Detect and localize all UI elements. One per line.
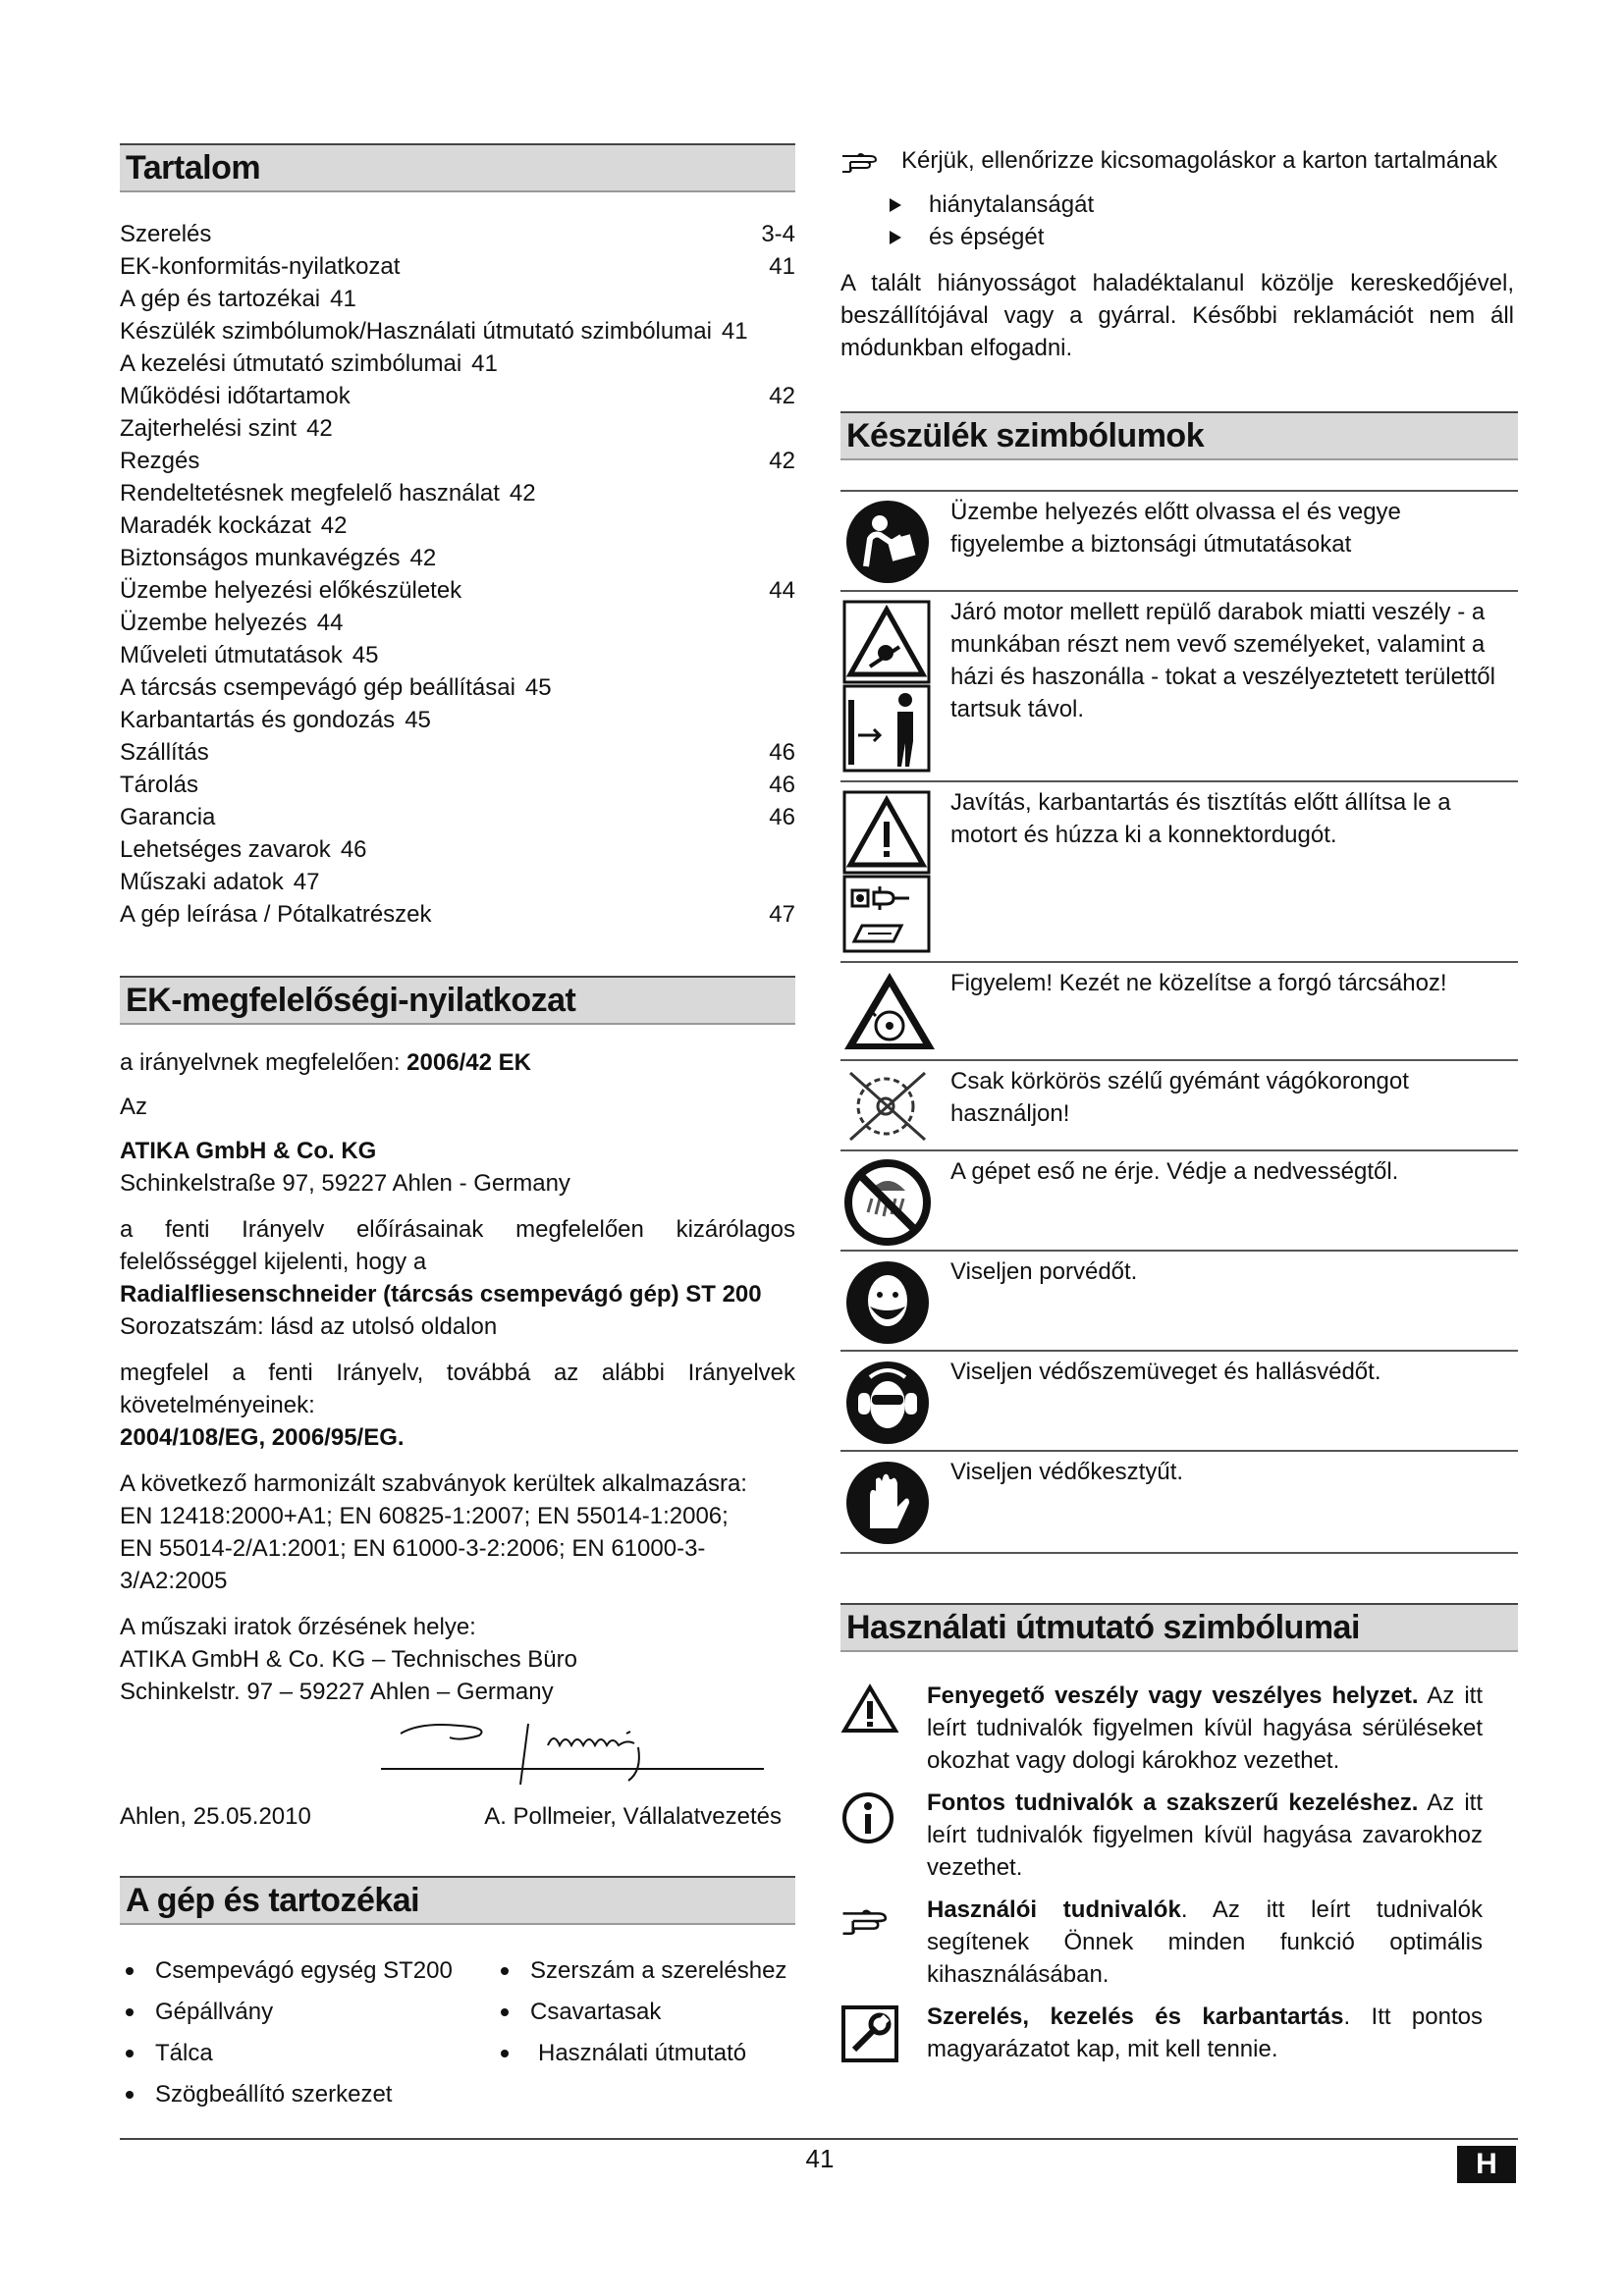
- manual-icon-cell: [840, 2001, 927, 2068]
- toc-page: 42: [409, 545, 437, 571]
- toc-page: 47: [769, 901, 795, 928]
- toc-row: [120, 477, 795, 509]
- no-rain-icon: [840, 1157, 935, 1246]
- wrench-icon: [840, 2004, 899, 2063]
- toc-page: 44: [769, 577, 795, 604]
- toc-row: [120, 704, 795, 736]
- symbol-text: Figyelem! Kezét ne közelítse a forgó tárcsához!: [950, 970, 1447, 996]
- toc-page: 46: [769, 804, 795, 830]
- device-symbols-title: Készülék szimbólumok: [840, 411, 1518, 460]
- toc-page: 42: [769, 448, 795, 474]
- symbol-text: Csak körkörös szélű gyémánt vágókorongot használjon!: [950, 1068, 1409, 1127]
- bullet-icon: [126, 2050, 134, 2057]
- toc-row: [120, 898, 795, 931]
- symbol-row: [840, 1452, 1518, 1554]
- symbol-text: Viseljen védőkesztyűt.: [950, 1459, 1184, 1485]
- read-manual-icon: [840, 498, 935, 586]
- toc-page: 42: [320, 512, 348, 539]
- place-date: Ahlen, 25.05.2010: [120, 1803, 311, 1830]
- declaration-body: [120, 1046, 795, 1833]
- toc-page: 45: [405, 707, 431, 733]
- list-item: [120, 1996, 495, 2029]
- manual-symbol-text: [927, 1787, 1483, 1884]
- pointing-hand-icon: [840, 150, 884, 174]
- manual-symbol-text: [927, 1680, 1483, 1777]
- toc-row: [120, 607, 795, 639]
- manual-symbol-desc: Az itt leírt tudnivalók figyelmen kívül hagyása sérüléseket okozhat vagy dologi károkhoz vezethet.: [927, 1682, 1484, 1774]
- list-item: [890, 188, 1518, 221]
- toc-row: [120, 218, 795, 250]
- list-item: [495, 2037, 795, 2070]
- toc-label: A kezelési útmutató szimbólumai: [120, 350, 462, 377]
- manual-symbol-text: [927, 1894, 1483, 1991]
- toc-label: Rezgés: [120, 448, 200, 474]
- toc-page: 41: [769, 253, 795, 280]
- toc-label: Karbantartás és gondozás: [120, 707, 396, 733]
- symbol-icon-cell: [840, 592, 950, 780]
- toc-label: Szállítás: [120, 739, 209, 766]
- toc-page: 45: [524, 674, 552, 701]
- toc-entry: [120, 639, 378, 671]
- az-text: Az: [120, 1094, 148, 1120]
- manual-symbol-desc: . Itt pontos magyarázatot kap, mit kell tennie.: [927, 2003, 1483, 2062]
- symbol-row: [840, 963, 1518, 1061]
- list-item: [495, 1996, 795, 2029]
- toc-label: Garancia: [120, 804, 216, 830]
- dust-mask-icon: [840, 1257, 935, 1346]
- toc-row: [120, 736, 795, 769]
- toc-row: [120, 412, 795, 445]
- signature-area: [120, 1708, 795, 1792]
- symbol-icon-cell: [840, 963, 950, 1059]
- goggles-ear-protection-icon: [840, 1358, 935, 1446]
- toc-page: 47: [293, 869, 320, 895]
- signature-line: [120, 1800, 795, 1833]
- page-number: 41: [805, 2144, 835, 2173]
- toc-label: Üzembe helyezési előkészületek: [120, 577, 462, 604]
- toc-row: [120, 542, 795, 574]
- toc-label: Üzembe helyezés: [120, 610, 307, 636]
- unpacking-intro: [840, 143, 1518, 177]
- flying-debris-warning-icon: [840, 598, 935, 774]
- manual-icon-cell: [840, 1680, 927, 1777]
- manual-symbol-row: [840, 1787, 1518, 1884]
- left-column: [120, 143, 795, 2111]
- symbol-text: Viseljen porvédőt.: [950, 1258, 1138, 1285]
- toc-page: 42: [769, 383, 795, 409]
- toc-page: 41: [721, 318, 748, 345]
- toc-page: 46: [769, 739, 795, 766]
- toc-label: Műveleti útmutatások: [120, 642, 343, 668]
- toc-entry: [120, 542, 436, 574]
- list-item: [120, 2037, 495, 2070]
- bullet-icon: [501, 2050, 509, 2057]
- directives: 2004/108/EG, 2006/95/EG.: [120, 1424, 405, 1451]
- arrow-bullet-icon: [890, 198, 901, 212]
- manual-symbol-row: [840, 1894, 1518, 1991]
- toc-page: 42: [509, 480, 536, 507]
- toc-row: [120, 347, 795, 380]
- toc-label: Rendeltetésnek megfelelő használat: [120, 480, 500, 507]
- toc-label: Zajterhelési szint: [120, 415, 298, 442]
- toc-label: EK-konformitás-nyilatkozat: [120, 253, 401, 280]
- toc-label: A tárcsás csempevágó gép beállításai: [120, 674, 515, 701]
- toc-label: Biztonságos munkavégzés: [120, 545, 401, 571]
- manual-symbol-bold: Fenyegető veszély vagy veszélyes helyzet.: [927, 1682, 1419, 1709]
- toc-page: 44: [316, 610, 344, 636]
- symbol-text: Járó motor mellett repülő darabok miatti veszély - a munkában részt nem vevő személyeket, valamint a házi és haszonálla - tokat a veszélyeztetett területtől tartsuk távol.: [950, 599, 1495, 722]
- toc-row: [120, 315, 795, 347]
- signatory: A. Pollmeier, Vállalatvezetés: [484, 1803, 782, 1830]
- manual-symbol-text: [927, 2001, 1483, 2068]
- toc-row: [120, 380, 795, 412]
- manual-icon-cell: [840, 1894, 927, 1991]
- symbol-icon-cell: [840, 1352, 950, 1450]
- toc-entry: [120, 315, 748, 347]
- accessories-title: A gép és tartozékai: [120, 1876, 795, 1925]
- country-badge: H: [1457, 2146, 1516, 2183]
- manual-symbols-title: Használati útmutató szimbólumai: [840, 1603, 1518, 1652]
- unpacking-note: A talált hiányosságot haladéktalanul közölje kereskedőjével, beszállítójával vagy a gyárral. Későbbi reklamációt nem áll módunkban elfogadni.: [840, 270, 1514, 361]
- rotating-blade-warning-icon: [840, 969, 939, 1053]
- arrow-bullet-icon: [890, 231, 901, 244]
- directive-number: 2006/42 EK: [406, 1049, 531, 1076]
- bullet-icon: [501, 2008, 509, 2016]
- bullet-icon: [501, 1967, 509, 1975]
- diamond-blade-icon: [840, 1067, 935, 1144]
- accessory-label: Szerszám a szereléshez: [530, 1957, 787, 1984]
- declaration-title: EK-megfelelőségi-nyilatkozat: [120, 976, 795, 1025]
- device-symbols-table: [840, 490, 1518, 1554]
- manual-symbol-bold: Fontos tudnivalók a szakszerű kezeléshez.: [927, 1789, 1419, 1816]
- toc-entry: [120, 412, 333, 445]
- unpacking-intro-text: Kérjük, ellenőrizze kicsomagoláskor a karton tartalmának: [901, 146, 1497, 174]
- manual-symbol-desc: . Az itt leírt tudnivalók segítenek Önnek minden funkció optimális kihasználásában.: [927, 1896, 1483, 1988]
- symbol-text: A gépet eső ne érje. Védje a nedvességtől.: [950, 1158, 1399, 1185]
- accessory-label: Tálca: [155, 2040, 213, 2066]
- right-column: [840, 143, 1518, 2078]
- manual-icon-cell: [840, 1787, 927, 1884]
- signature-image: [381, 1712, 793, 1796]
- bullet-icon: [126, 2091, 134, 2099]
- list-item: [120, 2078, 495, 2111]
- company-address: Schinkelstraße 97, 59227 Ahlen - Germany: [120, 1170, 570, 1197]
- list-item: [495, 1954, 795, 1988]
- serial-note: Sorozatszám: lásd az utolsó oldalon: [120, 1313, 498, 1340]
- symbol-row: [840, 782, 1518, 963]
- toc-page: 41: [471, 350, 498, 377]
- toc-row: [120, 509, 795, 542]
- toc-entry: [120, 607, 343, 639]
- declaration-para2: megfelel a fenti Irányelv, továbbá az alábbi Irányelvek követelményeinek:: [120, 1360, 795, 1418]
- toc-entry: [120, 704, 431, 736]
- check-label: és épségét: [929, 224, 1045, 250]
- accessory-label: Gépállvány: [155, 1999, 274, 2025]
- toc-label: Szerelés: [120, 221, 212, 247]
- toc-label: Lehetséges zavarok: [120, 836, 331, 863]
- toc-label: Készülék szimbólumok/Használati útmutató szimbólumai: [120, 318, 712, 345]
- toc-page: 45: [352, 642, 379, 668]
- unplug-warning-icon: [840, 788, 935, 955]
- directive-line: [120, 1046, 795, 1079]
- toc-row: [120, 445, 795, 477]
- info-icon: [840, 1790, 895, 1845]
- toc-entry: [120, 866, 319, 898]
- symbol-icon-cell: [840, 1151, 950, 1250]
- toc-page: 42: [306, 415, 333, 442]
- toc-label: Maradék kockázat: [120, 512, 311, 539]
- docs-company: ATIKA GmbH & Co. KG – Technisches Büro: [120, 1646, 577, 1673]
- bullet-icon: [126, 2008, 134, 2016]
- unpacking-checks: [840, 188, 1518, 253]
- directive-prefix: a irányelvnek megfelelően:: [120, 1049, 407, 1076]
- standards-line-1: EN 12418:2000+A1; EN 60825-1:2007; EN 55014-1:2006;: [120, 1503, 729, 1529]
- manual-symbol-row: [840, 1680, 1518, 1777]
- accessory-label: Csavartasak: [530, 1999, 662, 2025]
- toc-page: 41: [330, 286, 356, 312]
- declaration-para1: a fenti Irányelv előírásainak megfelelően kizárólagos felelősséggel kijelenti, hogy a: [120, 1216, 795, 1275]
- toc-row: [120, 671, 795, 704]
- check-label: hiánytalanságát: [929, 191, 1095, 218]
- manual-symbol-row: [840, 2001, 1518, 2068]
- docs-intro: A műszaki iratok őrzésének helye:: [120, 1614, 476, 1640]
- symbol-row: [840, 1252, 1518, 1352]
- toc-page: 46: [340, 836, 367, 863]
- toc-row: [120, 250, 795, 283]
- symbol-icon-cell: [840, 1061, 950, 1149]
- pointing-hand-icon: [840, 1903, 895, 1939]
- toc-title: Tartalom: [120, 143, 795, 192]
- toc-row: [120, 574, 795, 607]
- symbol-row: [840, 1151, 1518, 1252]
- manual-symbol-desc: Az itt leírt tudnivalók figyelmen kívül hagyása zavarokhoz vezethet.: [927, 1789, 1483, 1881]
- accessory-label: Csempevágó egység ST200: [155, 1957, 453, 1984]
- bullet-icon: [126, 1967, 134, 1975]
- toc-entry: [120, 833, 367, 866]
- list-item: [120, 1954, 495, 1988]
- toc-row: [120, 283, 795, 315]
- standards-line-2: EN 55014-2/A1:2001; EN 61000-3-2:2006; EN 61000-3-3/A2:2005: [120, 1535, 706, 1594]
- manual-symbol-bold: Szerelés, kezelés és karbantartás: [927, 2003, 1344, 2030]
- danger-warning-icon: [840, 1683, 899, 1735]
- toc-entry: [120, 347, 498, 380]
- toc-row: [120, 866, 795, 898]
- toc-entry: [120, 509, 347, 542]
- manual-symbol-bold: Használói tudnivalók: [927, 1896, 1181, 1923]
- accessories-list: [120, 1954, 795, 2111]
- toc-page: 3-4: [761, 221, 795, 247]
- symbol-text: Javítás, karbantartás és tisztítás előtt állítsa le a motort és húzza ki a konnektordugót.: [950, 789, 1451, 848]
- symbol-row: [840, 592, 1518, 782]
- symbol-icon-cell: [840, 1252, 950, 1350]
- toc-page: 46: [769, 772, 795, 798]
- toc-entry: [120, 477, 536, 509]
- accessory-label: Szögbeállító szerkezet: [155, 2081, 393, 2108]
- symbol-icon-cell: [840, 492, 950, 590]
- toc-row: [120, 639, 795, 671]
- toc-row: [120, 801, 795, 833]
- gloves-icon: [840, 1458, 935, 1546]
- toc-label: A gép és tartozékai: [120, 286, 321, 312]
- symbol-icon-cell: [840, 1452, 950, 1552]
- company-name: ATIKA GmbH & Co. KG: [120, 1138, 377, 1164]
- symbol-row: [840, 492, 1518, 592]
- toc-label: Működési időtartamok: [120, 383, 351, 409]
- toc-label: A gép leírása / Pótalkatrészek: [120, 901, 432, 928]
- manual-symbols-list: [840, 1680, 1518, 2068]
- toc-entry: [120, 671, 552, 704]
- toc-entry: [120, 283, 356, 315]
- toc-row: [120, 833, 795, 866]
- symbol-text: Viseljen védőszemüveget és hallásvédőt.: [950, 1359, 1381, 1385]
- toc-label: Műszaki adatok: [120, 869, 284, 895]
- toc-row: [120, 769, 795, 801]
- symbol-row: [840, 1352, 1518, 1452]
- list-item: [890, 221, 1518, 253]
- symbol-row: [840, 1061, 1518, 1151]
- symbol-icon-cell: [840, 782, 950, 961]
- accessory-label: Használati útmutató: [538, 2040, 747, 2066]
- standards-intro: A következő harmonizált szabványok kerültek alkalmazásra:: [120, 1470, 747, 1497]
- product-name: Radialfliesenschneider (tárcsás csempevágó gép) ST 200: [120, 1281, 762, 1308]
- toc-label: Tárolás: [120, 772, 199, 798]
- docs-address: Schinkelstr. 97 – 59227 Ahlen – Germany: [120, 1679, 554, 1705]
- toc-list: [120, 218, 795, 931]
- symbol-text: Üzembe helyezés előtt olvassa el és vegye figyelembe a biztonsági útmutatásokat: [950, 499, 1401, 558]
- footer-divider: [120, 2138, 1518, 2140]
